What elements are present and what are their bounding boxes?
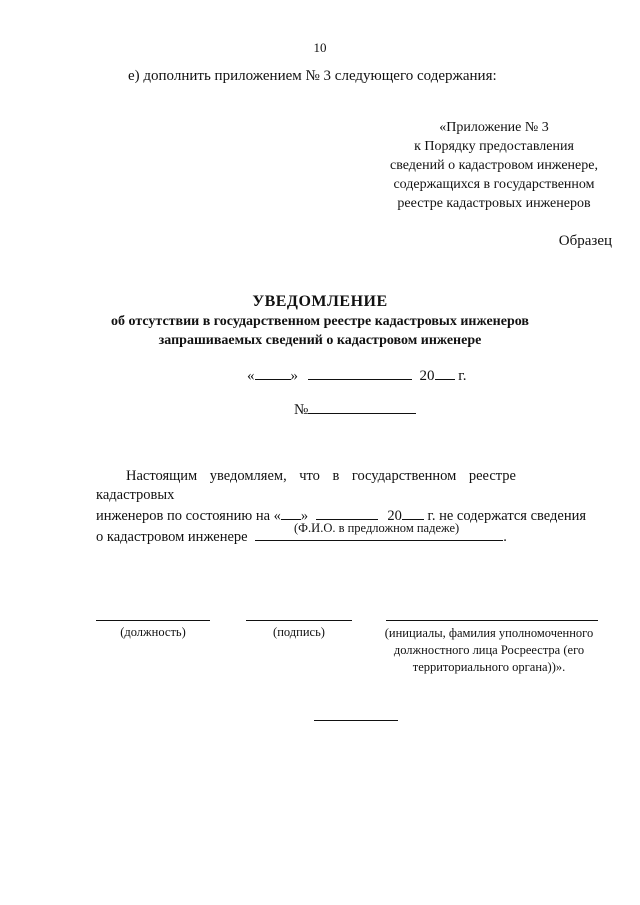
appendix-heading-line: сведений о кадастровом инженере, xyxy=(390,158,598,173)
date-open-quote: « xyxy=(247,368,255,384)
year-prefix: 20 xyxy=(419,368,435,384)
sample-label: Образец xyxy=(558,233,612,249)
status-year-blank xyxy=(402,505,424,520)
year-suffix: г. xyxy=(458,368,467,384)
document-number-line xyxy=(294,399,416,419)
appendix-heading-line: содержащихся в государственном xyxy=(393,177,595,192)
position-signature-line xyxy=(96,620,210,621)
appendix-heading-line: «Приложение № 3 xyxy=(439,120,549,135)
title-subtitle-line-1: об отсутствии в государственном реестре кадастровых инженеров xyxy=(111,314,529,329)
body-line-3-period: . xyxy=(503,529,507,545)
document-number-blank xyxy=(308,399,416,414)
status-day-blank xyxy=(281,505,301,520)
number-sign: № xyxy=(294,402,309,418)
date-close-quote: » xyxy=(290,368,298,384)
body-line-2-tail: г. не содержатся сведения xyxy=(427,508,587,524)
fio-hint: (Ф.И.О. в предложном падеже) xyxy=(294,521,460,535)
day-blank xyxy=(255,365,291,380)
body-line-1: Настоящим уведомляем, что в государственном реестре кадастровых xyxy=(96,468,516,503)
title-subtitle-line-2: запрашиваемых сведений о кадастровом инженере xyxy=(158,333,482,348)
body-line-3-text: о кадастровом инженере xyxy=(96,529,248,545)
status-month-blank xyxy=(316,505,378,520)
official-caption: (инициалы, фамилия уполномоченного должностного лица Росреестра (его территориального органа))». xyxy=(384,626,594,674)
position-caption: (должность) xyxy=(120,625,186,639)
signature-line xyxy=(246,620,352,621)
title-main: УВЕДОМЛЕНИЕ xyxy=(252,293,388,310)
intro-paragraph: е) дополнить приложением № 3 следующего содержания: xyxy=(128,68,497,84)
official-signature-line xyxy=(386,620,598,621)
appendix-heading xyxy=(370,118,618,213)
appendix-heading-line: к Порядку предоставления xyxy=(414,139,574,154)
date-line xyxy=(247,365,466,385)
document-title xyxy=(0,292,640,350)
year-blank xyxy=(435,365,455,380)
body-line-2-quote: » xyxy=(300,508,309,524)
appendix-heading-line: реестре кадастровых инженеров xyxy=(397,196,591,211)
end-of-appendix-rule xyxy=(314,720,398,721)
body-line-2-year: 20 xyxy=(387,508,402,524)
month-blank xyxy=(308,365,412,380)
body-line-2-text: инженеров по состоянию на « xyxy=(96,508,281,524)
signature-caption: (подпись) xyxy=(273,625,325,639)
page-number: 10 xyxy=(313,40,327,55)
